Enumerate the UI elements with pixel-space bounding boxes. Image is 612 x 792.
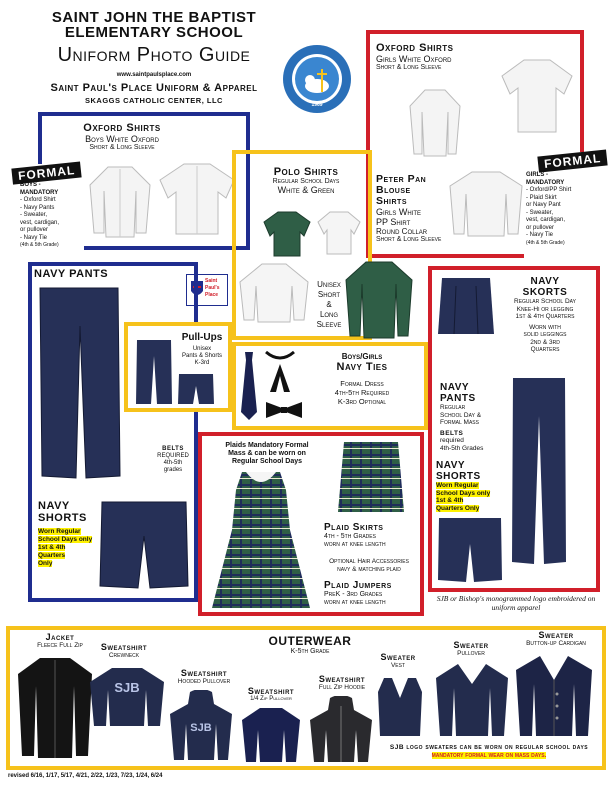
ties-title2: Navy Ties xyxy=(336,361,388,373)
polo-line1: Regular School Days xyxy=(272,178,340,185)
peter-pan-blouse xyxy=(448,168,524,238)
formal-left-item: - Sweater, xyxy=(20,212,48,218)
ties-l2: 4th-5th Required xyxy=(334,388,390,397)
sweatshirt-hood-label xyxy=(162,668,246,685)
hair-acc-text xyxy=(316,558,422,574)
plaid-jumpers-l1: PreK - 3rd Grades xyxy=(324,591,383,598)
formal-right-item: - Oxford/PP Shirt xyxy=(526,187,572,193)
formal-left-item: MANDATORY xyxy=(20,189,59,196)
navy-skort xyxy=(436,276,496,336)
belts-left-l2: REQUIRED xyxy=(157,453,189,459)
peter-pan-line2: PP Shirt xyxy=(376,217,411,227)
shorts-note-l2: School Days only xyxy=(38,536,93,543)
peter-pan-line4: Short & Long Sleeve xyxy=(376,236,442,243)
belts-left xyxy=(148,446,198,474)
oxford-boys-line2: Short & Long Sleeve xyxy=(89,144,155,151)
center-name: SKAGGS CATHOLIC CENTER, LLC xyxy=(85,96,223,105)
pullup-shorts xyxy=(176,372,216,406)
skorts-t2: SKORTS xyxy=(522,287,568,298)
formal-left-item: - Oxford Shirt xyxy=(20,197,56,203)
formal-right-list xyxy=(526,172,606,247)
sweater-vest-title: Sweater xyxy=(380,652,416,662)
oxford-boys-title: Oxford Shirts xyxy=(83,122,161,134)
seal-year: 1969 xyxy=(311,102,323,108)
plaid-skirt xyxy=(336,440,406,514)
peter-pan-title3: Shirts xyxy=(376,195,408,207)
pullups-sub xyxy=(174,346,230,367)
outerwear-subtitle: K-5th Grade xyxy=(290,648,330,655)
unisex-l1: Unisex xyxy=(317,280,341,289)
pullups-title: Pull-Ups xyxy=(181,332,223,343)
navy-shorts-left-t1: NAVY xyxy=(38,500,70,512)
formal-left-item: or pullover xyxy=(20,227,49,233)
full-zip-hoodie xyxy=(308,696,374,764)
ties-text xyxy=(300,352,424,406)
formal-right-item: MANDATORY xyxy=(526,179,565,186)
crewneck-sweatshirt xyxy=(88,666,166,728)
sweatshirt-full-sub: Full Zip Hoodie xyxy=(318,684,366,691)
outerwear-heading xyxy=(250,634,370,655)
school-name-line1: SAINT JOHN THE BAPTIST xyxy=(51,9,257,26)
polo-title: Polo Shirts xyxy=(273,166,339,178)
formal-left-list xyxy=(20,182,80,250)
formal-right-item: GIRLS - xyxy=(526,172,548,178)
guide-title: Uniform Photo Guide xyxy=(57,44,251,66)
sweater-pull-title: Sweater xyxy=(453,640,489,650)
formal-left-item: (4th & 5th Grade) xyxy=(20,242,59,248)
jacket-title: Jacket xyxy=(45,632,75,642)
sweater-vest-label xyxy=(370,652,426,669)
cross-tie xyxy=(262,350,298,396)
pants-right-l1: Regular xyxy=(440,404,466,411)
boys-oxford-long-sleeve xyxy=(88,163,152,239)
pants-right-l4: BELTS xyxy=(440,429,464,437)
sweatshirt-crew-title: Sweatshirt xyxy=(100,642,148,652)
shorts-note-l1: Worn Regular xyxy=(38,528,81,535)
hooded-logo: SJB xyxy=(190,722,212,734)
peter-pan-line3: Round Collar xyxy=(376,227,428,236)
formal-right-item: (4th & 5th Grade) xyxy=(526,239,565,246)
peter-pan-title2: Blouse xyxy=(376,184,411,196)
vendor-name: Saint Paul's Place Uniform & Apparel xyxy=(50,82,258,94)
shorts-right-l4: Quarters Only xyxy=(436,504,480,512)
unisex-l2: Short xyxy=(317,290,341,299)
belts-left-l4: grades xyxy=(163,467,183,473)
pants-right-l2: School Day & xyxy=(440,411,482,419)
formal-right-item: - Sweater, xyxy=(526,209,554,216)
shorts-right-t2: SHORTS xyxy=(436,471,481,482)
plaid-jumpers-text xyxy=(324,580,424,607)
pants-right-text xyxy=(440,382,510,452)
navy-pants-left xyxy=(36,286,122,482)
formal-left-item: vest, cardigan, xyxy=(20,219,60,226)
plaids-header xyxy=(204,442,330,466)
fleece-jacket xyxy=(16,656,94,760)
oxford-girls-line1: Girls White Oxford xyxy=(376,54,452,64)
quarter-zip-pullover xyxy=(240,706,302,764)
navy-pants-right xyxy=(510,376,568,566)
necktie xyxy=(238,350,260,422)
outerwear-title: OUTERWEAR xyxy=(268,634,352,648)
shorts-right-l2: School Days only xyxy=(436,489,491,497)
formal-right-item: or pullover xyxy=(526,224,555,231)
pants-right-l5: required xyxy=(440,437,464,444)
skorts-l7: Quarters xyxy=(530,346,560,353)
plaid-jumper xyxy=(206,470,316,610)
white-polo-short xyxy=(316,210,362,256)
shorts-right-text xyxy=(436,460,508,512)
formal-left-panel xyxy=(6,164,84,256)
navy-shorts-left xyxy=(98,500,190,592)
unisex-l4: Long xyxy=(319,310,339,319)
skorts-l4: Worn with xyxy=(529,323,561,331)
plaid-jumpers-title: Plaid Jumpers xyxy=(324,580,392,591)
unisex-l5: Sleeve xyxy=(316,320,342,329)
crewneck-logo: SJB xyxy=(114,680,140,695)
boys-oxford-short-sleeve xyxy=(158,160,236,236)
polo-line2: White & Green xyxy=(277,185,335,195)
peter-pan-line1: Girls White xyxy=(376,207,422,217)
plaids-header-l2: Mass & can be worn on xyxy=(228,450,306,457)
green-polo-short xyxy=(262,210,312,258)
plaid-skirts-l1: 4th - 5th Grades xyxy=(324,533,376,540)
navy-shorts-left-title xyxy=(38,500,87,524)
oxford-boys-line1: Boys White Oxford xyxy=(85,134,159,144)
navy-shorts-right xyxy=(436,516,504,584)
formal-left-item: - Navy Pants xyxy=(20,204,55,211)
skorts-l6: 2nd & 3rd xyxy=(530,338,560,346)
sweatshirt-full-label xyxy=(300,674,384,691)
formal-left-item: BOYS - xyxy=(20,182,41,188)
formal-left-item: - Navy Tie xyxy=(20,234,48,241)
pullups-l3: K-3rd xyxy=(194,360,210,366)
formal-right-panel xyxy=(524,152,608,264)
pants-right-l3: Formal Mass xyxy=(440,419,479,426)
navy-shorts-left-note xyxy=(38,528,98,568)
sweatshirt-quarter-sub: 1/4 Zip Pullover xyxy=(250,696,292,702)
oxford-girls-line2: Short & Long Sleeve xyxy=(376,64,442,71)
polo-text xyxy=(244,166,368,195)
skorts-l1: Regular School Day xyxy=(514,298,576,305)
shorts-right-l3: 1st & 4th xyxy=(436,497,464,504)
shorts-right-l1: Worn Regular xyxy=(436,482,479,489)
unisex-text xyxy=(308,280,350,330)
sweatshirt-quarter-label xyxy=(234,686,308,702)
shorts-right-t1: NAVY xyxy=(436,460,466,471)
sweatshirt-quarter-title: Sweatshirt xyxy=(247,686,295,696)
sweatshirt-hood-title: Sweatshirt xyxy=(180,668,228,678)
skorts-l3: 1st & 4th Quarters xyxy=(515,313,575,320)
skorts-t1: NAVY xyxy=(530,276,560,287)
plaid-skirts-l2: worn at knee length xyxy=(324,541,386,548)
formal-left-tag: FORMAL xyxy=(11,161,82,184)
bow-tie xyxy=(264,400,304,420)
sweater-card-sub: Button-up Cardigan xyxy=(526,640,586,647)
white-polo-long xyxy=(238,262,310,324)
green-polo-long xyxy=(344,260,414,340)
navy-pants-left-title: NAVY PANTS xyxy=(34,268,109,280)
sweater-cardigan xyxy=(514,654,594,738)
sweater-note-l1: SJB logo sweaters can be worn on regular school days xyxy=(389,744,589,751)
shorts-note-l3: 1st & 4th xyxy=(38,544,66,551)
pants-right-t2: PANTS xyxy=(440,393,476,404)
sweater-card-label xyxy=(508,630,604,647)
monogram-note: SJB or Bishop's monogrammed logo embroidered on uniform apparel xyxy=(436,594,596,612)
pants-right-t1: NAVY xyxy=(440,382,470,393)
sweater-note xyxy=(374,744,604,760)
plaid-jumpers-l2: worn at knee length xyxy=(324,599,386,606)
unisex-l3: & xyxy=(326,300,332,309)
jacket-sub: Fleece Full Zip xyxy=(37,642,83,649)
belts-left-l1: BELTS xyxy=(162,446,184,452)
pullups-l1: Unisex xyxy=(192,346,212,352)
sweatshirt-crew-label xyxy=(84,642,164,659)
sweater-pullover xyxy=(434,662,510,738)
pullups-l2: Pants & Shorts xyxy=(181,353,223,359)
skorts-l2: Knee-Hi or legging xyxy=(516,305,574,313)
formal-right-item: or Navy Pant xyxy=(526,202,561,208)
ties-l1: Formal Dress xyxy=(340,379,384,388)
belts-left-l3: 4th-5th xyxy=(163,460,183,466)
navy-shorts-left-t2: SHORTS xyxy=(38,512,87,524)
ties-l3: K-3rd Optional xyxy=(337,397,387,406)
oxford-boys-text xyxy=(62,122,182,151)
pullup-pants xyxy=(134,338,174,406)
skorts-l5: solid leggings xyxy=(523,331,567,338)
plaid-skirts-title: Plaid Skirts xyxy=(324,522,384,533)
hair-acc-l2: navy & matching plaid xyxy=(337,566,401,573)
shorts-note-l5: Only xyxy=(38,560,53,567)
pants-right-l6: 4th-5th Grades xyxy=(440,444,484,452)
ties-title1: Boys/Girls xyxy=(341,352,383,361)
plaid-skirts-text xyxy=(324,522,424,549)
hair-acc-l1: Optional Hair Accessories xyxy=(329,558,409,565)
plaids-header-l3: Regular School Days xyxy=(231,458,303,465)
formal-right-item: - Plaid Skirt xyxy=(526,194,557,201)
school-seal xyxy=(282,44,352,114)
sweater-note-l2: mandatory formal wear on mass days. xyxy=(431,752,547,759)
girls-oxford-long-sleeve xyxy=(408,86,462,158)
school-name-line2: ELEMENTARY SCHOOL xyxy=(64,24,244,41)
girls-oxford-short-sleeve xyxy=(500,56,574,134)
revised-date: revised 6/16, 1/17, 5/17, 4/21, 2/22, 1/23, 7/23, 1/24, 6/24 xyxy=(8,773,163,779)
oxford-girls-title: Oxford Shirts xyxy=(376,42,454,54)
sweatshirt-crew-sub: Crewneck xyxy=(108,652,140,659)
oxford-girls-text xyxy=(376,42,486,71)
sweater-pull-label xyxy=(436,640,506,657)
vendor-logo-text: Saint Paul's Place xyxy=(205,278,220,298)
sweatshirt-hood-sub: Hooded Pullover xyxy=(177,678,231,685)
formal-right-tag: FORMAL xyxy=(537,149,608,172)
sweater-card-title: Sweater xyxy=(538,630,574,640)
peter-pan-title1: Peter Pan xyxy=(376,173,427,185)
sweater-vest-sub: Vest xyxy=(390,662,406,669)
sweater-vest xyxy=(376,676,424,738)
skorts-text xyxy=(494,276,596,354)
school-name xyxy=(8,10,300,40)
shorts-note-l4: Quarters xyxy=(38,552,66,559)
website[interactable]: www.saintpaulsplace.com xyxy=(116,72,192,78)
plaids-header-l1: Plaids Mandatory Formal xyxy=(225,442,309,449)
formal-right-item: - Navy Tie xyxy=(526,232,554,238)
sweater-pull-sub: Pullover xyxy=(457,650,485,657)
formal-right-item: vest, cardigan, xyxy=(526,217,566,223)
sweatshirt-full-title: Sweatshirt xyxy=(318,674,366,684)
